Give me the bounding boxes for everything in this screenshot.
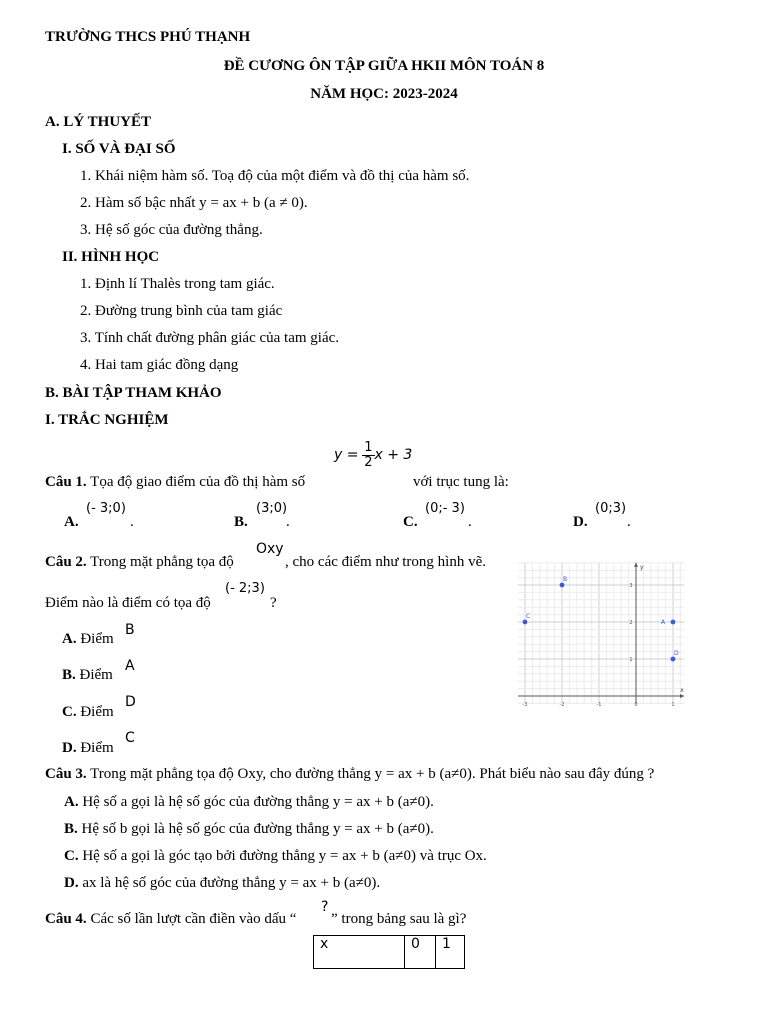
y-tick-label: 3	[629, 583, 633, 589]
y-tick-label: 1	[629, 657, 633, 663]
question-text: Trong mặt phẳng tọa độ	[86, 554, 234, 570]
option-letter: C.	[62, 704, 77, 720]
option-letter: B.	[62, 667, 76, 683]
school-year: NĂM HỌC: 2023-2024	[310, 86, 458, 102]
option-period: .	[130, 514, 134, 530]
q2-option-value: A	[125, 658, 135, 674]
option-period: .	[468, 514, 472, 530]
algebra-heading: I. SỐ VÀ ĐẠI SỐ	[62, 141, 176, 157]
coordinate-graph	[518, 538, 696, 710]
q2-option	[62, 630, 114, 648]
point-d	[671, 657, 676, 662]
geometry-item: 2. Đường trung bình của tam giác	[80, 303, 283, 319]
point-label-d: D	[674, 650, 679, 657]
x-tick-label: -3	[522, 702, 528, 708]
option-period: .	[627, 514, 631, 530]
point-label-c: C	[526, 613, 531, 620]
q3-option	[64, 793, 434, 811]
q1-formula	[334, 440, 412, 470]
q2-option-value: D	[125, 694, 136, 710]
option-letter: A.	[64, 794, 79, 810]
option-period: .	[286, 514, 290, 530]
point-label-b: B	[563, 576, 568, 583]
question-label: Câu 4.	[45, 911, 87, 927]
q2-coord: (- 2;3)	[225, 581, 265, 596]
geometry-item: 4. Hai tam giác đồng dạng	[80, 357, 239, 373]
option-text: Hệ số a gọi là góc tạo bởi đường thẳng y = ax + b (a≠0) và trục Ox.	[78, 848, 487, 864]
x-tick-label: 1	[671, 702, 675, 708]
option-letter: D.	[64, 875, 79, 891]
q1-option-letter: A.	[64, 514, 79, 530]
q1-option-value: (- 3;0)	[86, 501, 126, 516]
fraction-numerator: 1	[364, 440, 373, 456]
algebra-item: 1. Khái niệm hàm số. Toạ độ của một điểm và đồ thị của hàm số.	[80, 168, 470, 184]
option-text: ax là hệ số góc của đường thẳng y = ax + b (a≠0).	[78, 875, 381, 891]
x-tick-label: -2	[559, 702, 565, 708]
section-exercises-heading: B. BÀI TẬP THAM KHẢO	[45, 385, 222, 401]
q1-option-letter: B.	[234, 514, 248, 530]
option-letter: D.	[62, 740, 77, 756]
q4-stem-end: ” trong bảng sau là gì?	[331, 911, 467, 927]
point-c	[523, 620, 528, 625]
q2-stem-end: , cho các điểm như trong hình vẽ.	[285, 554, 486, 570]
q2-math-oxy: Oxy	[256, 541, 284, 557]
question-text: Trong mặt phẳng tọa độ Oxy, cho đường thẳng y = ax + b (a≠0). Phát biểu nào sau đây đúng ?	[86, 766, 655, 782]
q2-qmark: ?	[270, 595, 277, 611]
q2-option-value: C	[125, 730, 135, 746]
option-word: Điểm	[76, 631, 114, 647]
q1-option-value: (0;3)	[595, 501, 627, 516]
table-cell: x	[314, 936, 405, 969]
option-word: Điểm	[76, 740, 114, 756]
option-text: Hệ số b gọi là hệ số góc của đường thẳng y = ax + b (a≠0).	[77, 821, 434, 837]
option-letter: A.	[62, 631, 77, 647]
y-axis-label: y	[640, 563, 644, 571]
q2-option	[62, 666, 113, 684]
q1-option-value: (3;0)	[256, 501, 288, 516]
option-word: Điểm	[76, 704, 114, 720]
document-title: ĐỀ CƯƠNG ÔN TẬP GIỮA HKII MÔN TOÁN 8	[223, 58, 545, 74]
q2-option-value: B	[125, 622, 135, 638]
option-text: Hệ số a gọi là hệ số góc của đường thẳng y = ax + b (a≠0).	[78, 794, 434, 810]
formula-rest: x + 3	[374, 447, 413, 463]
table-cell: 1	[436, 936, 465, 969]
option-word: Điểm	[75, 667, 113, 683]
option-letter: B.	[64, 821, 78, 837]
formula-lhs: y =	[334, 447, 359, 463]
point-label-a: A	[661, 619, 666, 626]
q2-question-line: Điểm nào là điểm có tọa độ	[45, 595, 211, 611]
x-axis-arrow-icon	[680, 694, 684, 698]
question-label: Câu 1.	[45, 474, 87, 490]
table-row	[314, 936, 465, 969]
y-axis-arrow-icon	[634, 563, 638, 567]
mcq-heading: I. TRẮC NGHIỆM	[45, 412, 169, 428]
q3-option	[64, 874, 380, 892]
q2-option	[62, 739, 114, 757]
table-cell: 0	[405, 936, 436, 969]
option-letter: C.	[64, 848, 79, 864]
q4-stem	[45, 910, 296, 928]
q1-stem-end: với trục tung là:	[413, 474, 509, 490]
school-name: TRƯỜNG THCS PHÚ THẠNH	[45, 29, 251, 45]
section-theory-heading: A. LÝ THUYẾT	[45, 114, 151, 130]
x-axis-label: x	[680, 687, 684, 694]
q1-option-value: (0;- 3)	[425, 501, 465, 516]
q1-option-letter: D.	[573, 514, 588, 530]
x-tick-label: 0	[634, 702, 638, 708]
point-b	[560, 583, 565, 588]
q2-stem	[45, 553, 234, 571]
q3-option	[64, 820, 434, 838]
q2-option	[62, 703, 114, 721]
y-tick-label: 2	[629, 620, 633, 626]
algebra-item: 2. Hàm số bậc nhất y = ax + b (a ≠ 0).	[80, 195, 308, 211]
algebra-item: 3. Hệ số góc của đường thẳng.	[80, 222, 263, 238]
q1-stem	[45, 473, 305, 491]
geometry-item: 3. Tính chất đường phân giác của tam giác.	[80, 330, 340, 346]
question-label: Câu 2.	[45, 554, 87, 570]
question-text: Các số lần lượt cần điền vào dấu “	[86, 911, 297, 927]
fraction-denominator: 2	[364, 455, 373, 471]
q3-option	[64, 847, 487, 865]
question-label: Câu 3.	[45, 766, 87, 782]
q3-stem	[45, 765, 654, 783]
question-text: Tọa độ giao điểm của đồ thị hàm số	[86, 474, 306, 490]
value-table	[313, 935, 465, 969]
q1-option-letter: C.	[403, 514, 418, 530]
geometry-item: 1. Định lí Thalès trong tam giác.	[80, 276, 275, 292]
x-tick-label: -1	[596, 702, 602, 708]
formula-fraction	[362, 441, 374, 470]
q4-qmark: ?	[321, 899, 329, 915]
point-a	[671, 620, 676, 625]
geometry-heading: II. HÌNH HỌC	[62, 249, 160, 265]
